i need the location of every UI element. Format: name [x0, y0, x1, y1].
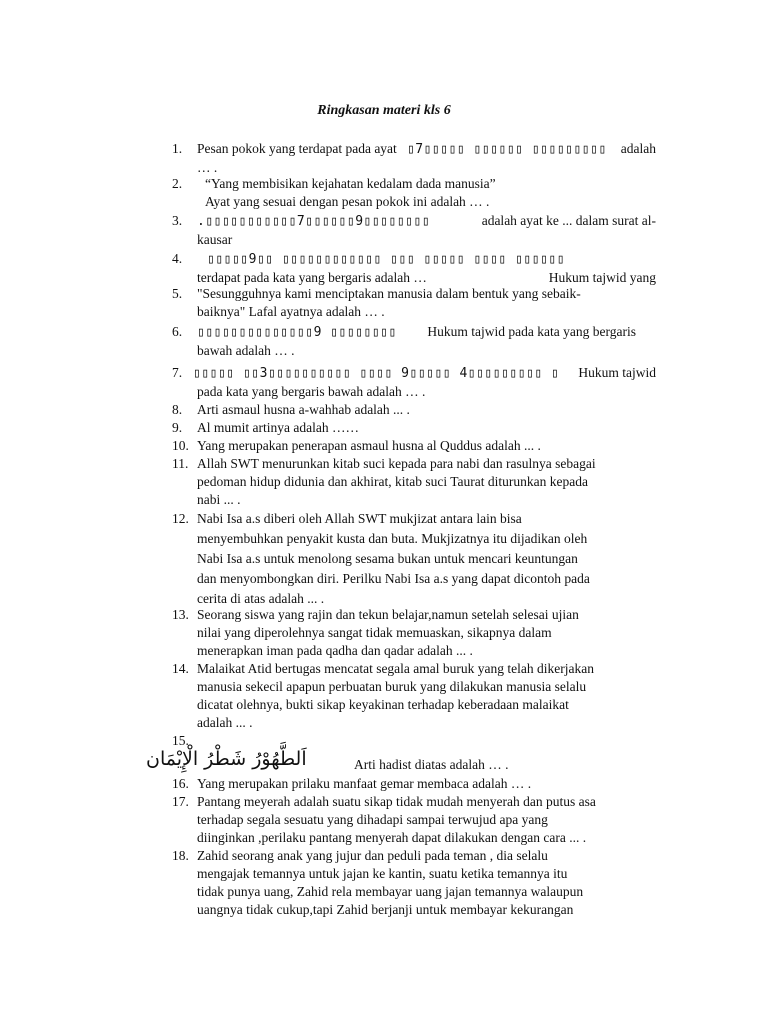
question-number: 8.: [172, 402, 183, 417]
question-5: [172, 285, 656, 321]
question-1: [172, 140, 656, 177]
arabic-verse-garbled: ▯▯▯▯▯9▯▯ ▯▯▯▯▯▯▯▯▯▯▯▯ ▯▯▯ ▯▯▯▯▯ ▯▯▯▯ ▯▯▯▯▯▯: [207, 252, 566, 267]
question-text: Malaikat Atid bertugas mencatat segala amal buruk yang telah dikerjakan: [197, 661, 594, 676]
question-17: [172, 793, 656, 847]
question-text: bawah adalah … .: [197, 343, 295, 358]
arabic-verse-garbled: ▯▯▯▯▯▯▯▯▯▯▯▯▯▯9 ▯▯▯▯▯▯▯▯: [197, 325, 397, 340]
question-text: dicatat olehnya, bukti sikap keyakinan terhadap keberadaan malaikat: [197, 697, 569, 712]
question-2: [172, 175, 656, 211]
question-16: [172, 775, 656, 793]
question-text: diinginkan ,perilaku pantang menyerah dapat dilakukan dengan cara ... .: [197, 830, 587, 845]
question-4: [172, 250, 656, 287]
document-title: Ringkasan materi kls 6: [317, 103, 451, 118]
question-text: Ayat yang sesuai dengan pesan pokok ini adalah … .: [205, 194, 490, 209]
question-text: Nabi Isa a.s untuk menolong sesama bukan untuk mencari keuntungan: [197, 551, 578, 566]
question-text: nabi ... .: [197, 492, 241, 507]
question-text: terhadap segala sesuatu yang dihadapi sampai terwujud apa yang: [197, 812, 548, 827]
question-text: Arti asmaul husna a-wahhab adalah ... .: [197, 402, 410, 417]
arabic-verse-garbled: .▯▯▯▯▯▯▯▯▯▯▯7▯▯▯▯▯▯9▯▯▯▯▯▯▯▯: [197, 214, 431, 229]
question-number: 6.: [172, 324, 183, 339]
question-14: [172, 660, 656, 732]
question-number: 16.: [172, 776, 189, 791]
question-text: Arti hadist diatas adalah … .: [354, 757, 509, 772]
arabic-verse-garbled: ▯7▯▯▯▯▯ ▯▯▯▯▯▯ ▯▯▯▯▯▯▯▯▯: [406, 142, 607, 157]
question-text: dan menyombongkan diri. Perilku Nabi Isa a.s yang dapat dicontoh pada: [197, 571, 590, 586]
question-number: 3.: [172, 213, 183, 228]
question-text: uangnya tidak cukup,tapi Zahid berjanji untuk membayar kekurangan: [197, 902, 574, 917]
question-text: adalah ... .: [197, 715, 253, 730]
question-text: Yang merupakan prilaku manfaat gemar membaca adalah … .: [197, 776, 532, 791]
question-13: [172, 606, 656, 660]
question-6: [172, 323, 656, 360]
question-text: Hukum tajwid yang: [548, 270, 656, 285]
question-7: [172, 364, 656, 401]
question-8: [172, 401, 656, 419]
question-text: adalah: [620, 141, 656, 156]
question-text: Nabi Isa a.s diberi oleh Allah SWT mukjizat antara lain bisa: [197, 511, 522, 526]
question-text: Allah SWT menurunkan kitab suci kepada para nabi dan rasulnya sebagai: [197, 456, 596, 471]
question-text: adalah ayat ke ... dalam surat al-: [481, 213, 656, 228]
question-9: [172, 419, 656, 437]
question-number: 7.: [172, 365, 183, 380]
arabic-verse-garbled: ▯▯▯▯▯ ▯▯3▯▯▯▯▯▯▯▯▯▯ ▯▯▯▯ 9▯▯▯▯▯ 4▯▯▯▯▯▯▯▯▯ ▯: [193, 366, 560, 381]
question-number: 9.: [172, 420, 183, 435]
question-text: Yang merupakan penerapan asmaul husna al Quddus adalah ... .: [197, 438, 541, 453]
question-number: 2.: [172, 176, 183, 191]
question-text: Al mumit artinya adalah ……: [197, 420, 359, 435]
question-text: Hukum tajwid pada kata yang bergaris: [427, 324, 636, 339]
question-number: 4.: [172, 251, 183, 266]
question-text: Pantang meyerah adalah suatu sikap tidak mudah menyerah dan putus asa: [197, 794, 596, 809]
question-number: 13.: [172, 607, 189, 622]
question-text: manusia sekecil apapun perbuatan buruk yang dilakukan manusia selalu: [197, 679, 587, 694]
question-number: 18.: [172, 848, 189, 863]
question-number: 1.: [172, 141, 183, 156]
question-number: 14.: [172, 661, 189, 676]
question-number: 11.: [172, 456, 189, 471]
question-number: 15.: [172, 733, 189, 748]
question-11: [172, 455, 656, 509]
question-text: Zahid seorang anak yang jujur dan peduli pada teman , dia selalu: [197, 848, 548, 863]
question-text: kausar: [197, 232, 233, 247]
question-12: [172, 509, 656, 609]
arabic-hadith: اَلطَّهُوْرُ شَطْرُ الْإِيْمَان: [146, 748, 307, 770]
question-text: … .: [197, 160, 218, 175]
question-text: nilai yang diperolehnya sangat tidak memuaskan, sikapnya dalam: [197, 625, 552, 640]
question-text: menerapkan iman pada qadha dan qadar adalah ... .: [197, 643, 473, 658]
question-text: “Yang membisikan kejahatan kedalam dada manusia”: [205, 176, 496, 191]
question-text: cerita di atas adalah ... .: [197, 591, 325, 606]
question-text: pada kata yang bergaris bawah adalah … .: [197, 384, 426, 399]
question-text: mengajak temannya untuk jajan ke kantin, suatu ketika temannya itu: [197, 866, 568, 881]
question-text: baiknya" Lafal ayatnya adalah … .: [197, 304, 385, 319]
question-number: 17.: [172, 794, 189, 809]
question-text: "Sesungguhnya kami menciptakan manusia dalam bentuk yang sebaik-: [197, 286, 581, 301]
question-number: 12.: [172, 511, 189, 526]
question-text: menyembuhkan penyakit kusta dan buta. Mukjizatnya itu dijadikan oleh: [197, 531, 588, 546]
question-3: [172, 212, 656, 249]
question-10: [172, 437, 656, 455]
question-text: Seorang siswa yang rajin dan tekun belajar,namun setelah selesai ujian: [197, 607, 579, 622]
question-text: terdapat pada kata yang bergaris adalah …: [197, 270, 427, 285]
question-text: tidak punya uang, Zahid rela membayar uang jajan temannya walaupun: [197, 884, 584, 899]
question-text: pedoman hidup didunia dan akhirat, kitab suci Taurat diturunkan kepada: [197, 474, 588, 489]
question-text: Hukum tajwid: [578, 365, 656, 380]
question-18: [172, 847, 656, 919]
question-number: 10.: [172, 438, 189, 453]
question-text: Pesan pokok yang terdapat pada ayat: [197, 141, 397, 156]
question-number: 5.: [172, 286, 183, 301]
